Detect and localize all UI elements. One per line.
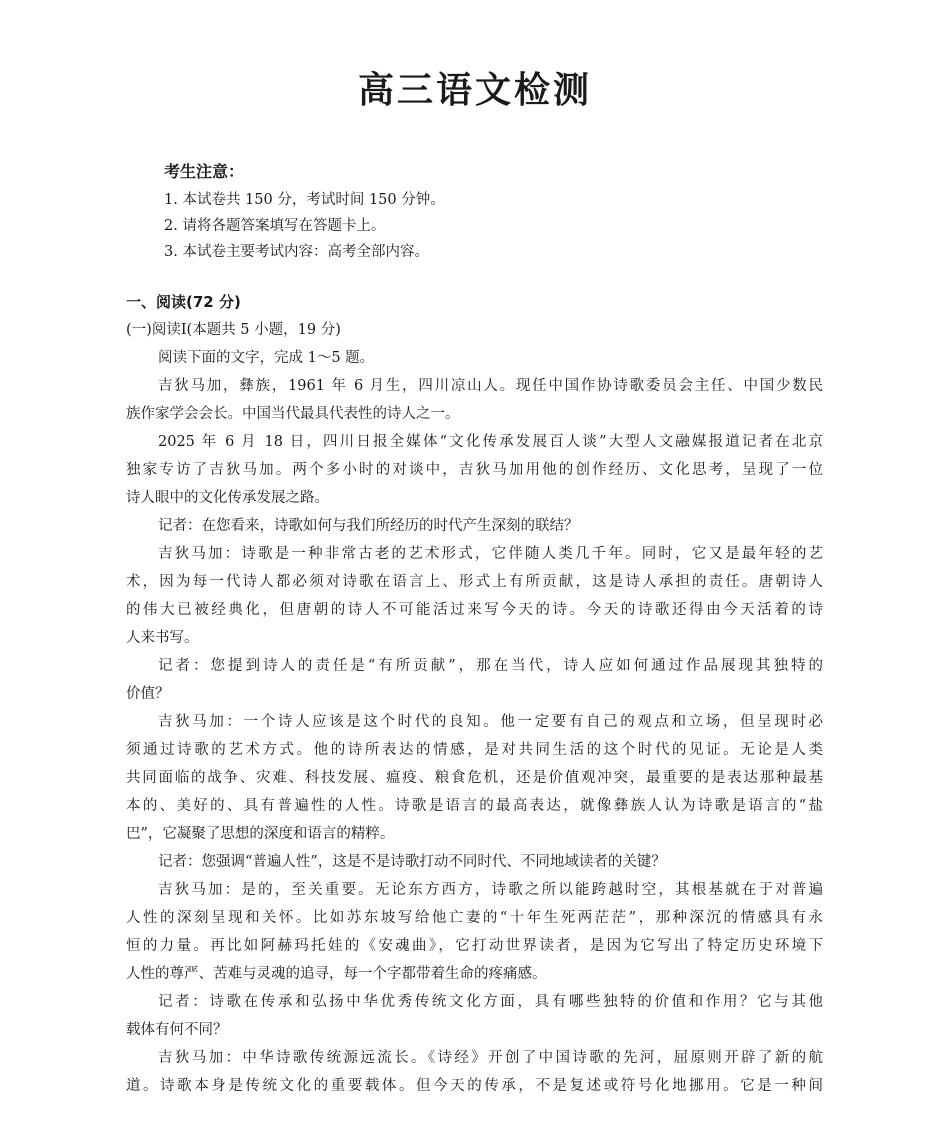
notice-heading: 考生注意： [164, 162, 245, 181]
passage-line: 共同面临的战争、灾难、科技发展、瘟疫、粮食危机，还是价值观冲突，最重要的是表达那种最基 [126, 770, 823, 786]
passage-line: 巴”，它凝聚了思想的深度和语言的精粹。 [126, 826, 395, 842]
passage-line: 2025 年 6 月 18 日，四川日报全媒体“文化传承发展百人谈”大型人文融媒报道记者在北京 [158, 434, 823, 450]
passage-line: 价值？ [126, 686, 170, 702]
section-subheading: (一)阅读Ⅰ(本题共 5 小题，19 分) [126, 322, 341, 338]
passage-line: 的伟大已被经典化，但唐朝的诗人不可能活过来写今天的诗。今天的诗歌还得由今天活着的诗 [126, 602, 823, 618]
passage-line: 吉狄马加，彝族，1961 年 6 月生，四川凉山人。现任中国作协诗歌委员会主任、中国少数民 [158, 378, 823, 394]
passage-line: 吉狄马加：是的，至关重要。无论东方西方，诗歌之所以能跨越时空，其根基就在于对普遍 [158, 882, 823, 898]
notice-item: 2. 请将各题答案填写在答题卡上。 [164, 218, 386, 234]
passage-line: 恒的力量。再比如阿赫玛托娃的《安魂曲》，它打动世界读者，是因为它写出了特定历史环境下 [126, 938, 823, 954]
passage-line: 人性的尊严、苦难与灵魂的追寻，每一个字都带着生命的疼痛感。 [126, 966, 547, 982]
section-instruction: 阅读下面的文字，完成 1～5 题。 [158, 350, 375, 366]
passage-line: 记者：诗歌在传承和弘扬中华优秀传统文化方面，具有哪些独特的价值和作用？它与其他 [158, 994, 823, 1010]
passage-line: 记者：您强调“普遍人性”，这是不是诗歌打动不同时代、不同地域读者的关键？ [158, 854, 666, 870]
passage-line: 族作家学会会长。中国当代最具代表性的诗人之一。 [126, 406, 460, 422]
notice-item: 3. 本试卷主要考试内容：高考全部内容。 [164, 244, 429, 260]
passage-line: 诗人眼中的文化传承发展之路。 [126, 490, 329, 506]
notice-item: 1. 本试卷共 150 分，考试时间 150 分钟。 [164, 192, 445, 208]
passage-line: 记者：在您看来，诗歌如何与我们所经历的时代产生深刻的联结？ [158, 518, 579, 534]
passage-line: 记者：您提到诗人的责任是“有所贡献”，那在当代，诗人应如何通过作品展现其独特的 [158, 658, 823, 674]
passage-line: 术，因为每一代诗人都必须对诗歌在语言上、形式上有所贡献，这是诗人承担的责任。唐朝诗人 [126, 574, 823, 590]
section-heading: 一、阅读(72 分) [126, 293, 241, 311]
passage-line: 道。诗歌本身是传统文化的重要载体。但今天的传承，不是复述或符号化地挪用。它是一种间 [126, 1078, 823, 1094]
passage-line: 吉狄马加：中华诗歌传统源远流长。《诗经》开创了中国诗歌的先河，屈原则开辟了新的航 [158, 1050, 823, 1066]
passage-line: 本的、美好的、具有普遍性的人性。诗歌是语言的最高表达，就像彝族人认为诗歌是语言的“盐 [126, 798, 823, 814]
passage-line: 吉狄马加：诗歌是一种非常古老的艺术形式，它伴随人类几千年。同时，它又是最年轻的艺 [158, 546, 823, 562]
passage-line: 吉狄马加：一个诗人应该是这个时代的良知。他一定要有自己的观点和立场，但呈现时必 [158, 714, 823, 730]
passage-line: 人来书写。 [126, 630, 199, 646]
passage-line: 载体有何不同？ [126, 1022, 228, 1038]
passage-line: 须通过诗歌的艺术方式。他的诗所表达的情感，是对共同生活的这个时代的见证。无论是人类 [126, 742, 823, 758]
passage-line: 人性的深刻呈现和关怀。比如苏东坡写给他亡妻的“十年生死两茫茫”，那种深沉的情感具有永 [126, 910, 823, 926]
exam-title: 高三语文检测 [357, 70, 592, 111]
passage-line: 独家专访了吉狄马加。两个多小时的对谈中，吉狄马加用他的创作经历、文化思考，呈现了一位 [126, 462, 823, 478]
